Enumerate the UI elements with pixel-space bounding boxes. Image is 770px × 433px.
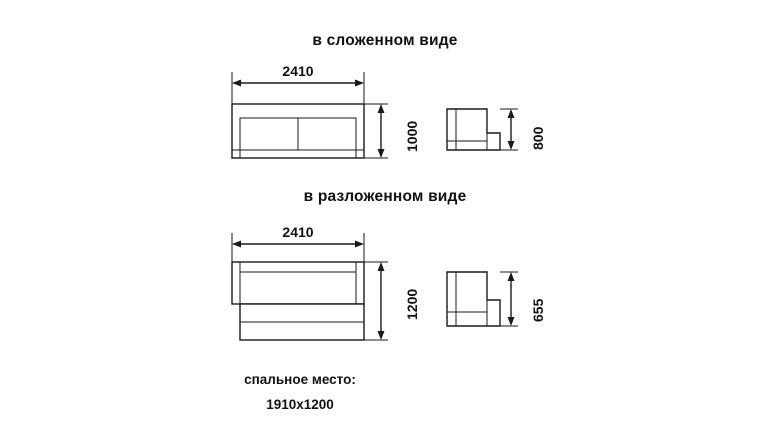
dimension-label-folded-side-height: 800 [530, 126, 546, 150]
unfolded-front-width-arrow [232, 241, 364, 248]
folded-side-height-arrow [500, 109, 518, 150]
dimension-label-unfolded-width: 2410 [282, 224, 314, 240]
dimension-label-unfolded-height: 1200 [404, 288, 420, 320]
dimension-label-folded-width: 2410 [282, 63, 314, 79]
section-title-unfolded: в разложенном виде [303, 188, 467, 205]
folded-front-extension-lines [232, 72, 364, 105]
unfolded-side-height-arrow [500, 272, 518, 326]
unfolded-front-height-arrow [364, 262, 388, 340]
folded-front-sofa [232, 104, 364, 158]
unfolded-side-sofa [447, 272, 500, 326]
section-title-folded: в сложенном виде [312, 32, 458, 49]
folded-front-width-arrow [232, 80, 364, 87]
unfolded-front-sofa [232, 262, 364, 340]
dimension-label-folded-height: 1000 [404, 120, 420, 152]
unfolded-front-extension-lines [232, 233, 364, 262]
folded-side-sofa [447, 109, 500, 150]
folded-front-height-arrow [364, 104, 388, 158]
sleeping-place-value: 1910х1200 [266, 397, 334, 412]
sleeping-place-label: спальное место: [244, 372, 356, 387]
dimension-label-unfolded-side-height: 655 [530, 298, 546, 322]
